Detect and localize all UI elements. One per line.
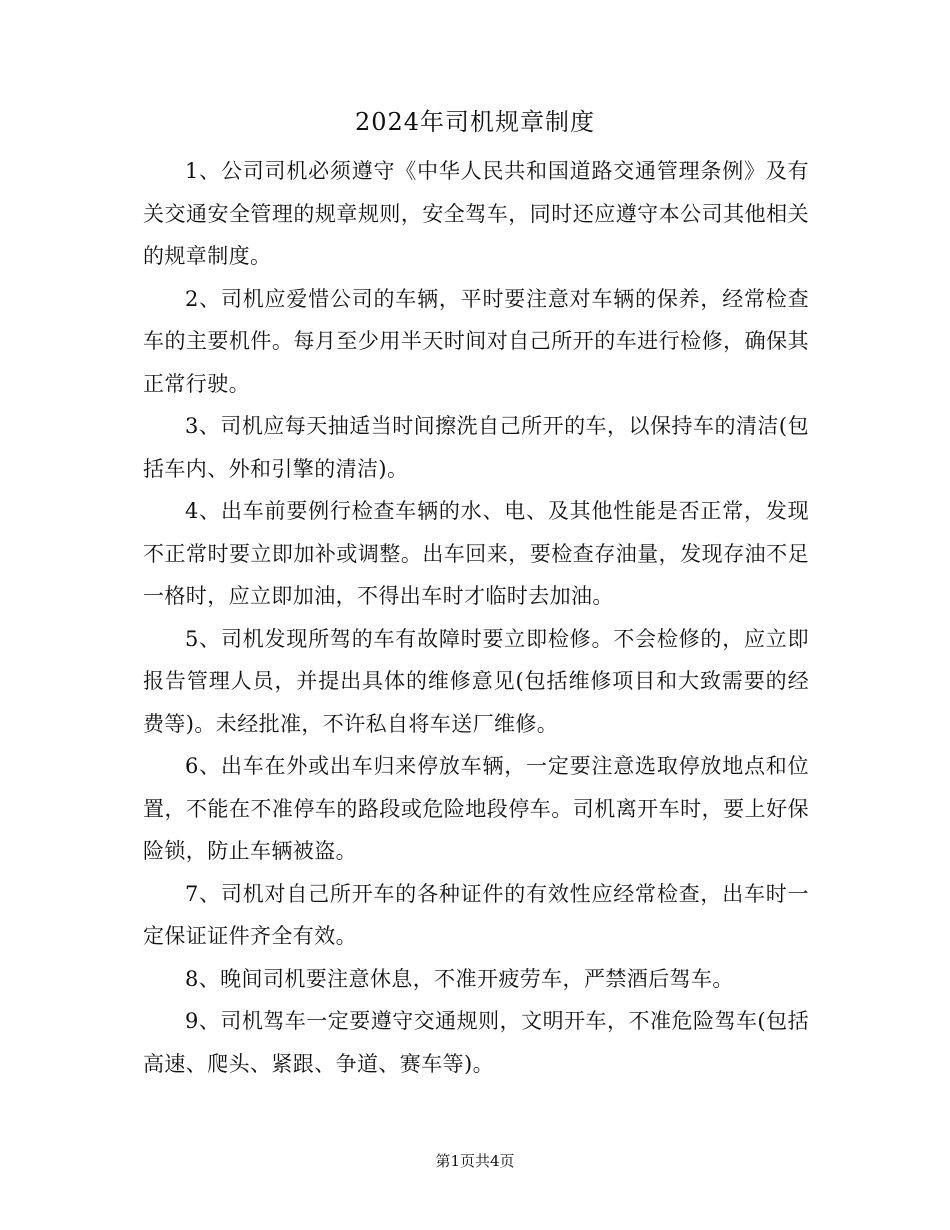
paragraph-9: 9、司机驾车一定要遵守交通规则，文明开车，不准危险驾车(包括高速、爬头、紧跟、争道、赛车等)。	[143, 1009, 809, 1076]
paragraph-5: 5、司机发现所驾的车有故障时要立即检修。不会检修的，应立即报告管理人员，并提出具体的维修意见(包括维修项目和大致需要的经费等)。未经批准，不许私自将车送厂维修。	[143, 626, 809, 736]
document-body	[143, 150, 809, 1085]
paragraph-4: 4、出车前要例行检查车辆的水、电、及其他性能是否正常，发现不正常时要立即加补或调整。出车回来，要检查存油量，发现存油不足一格时，应立即加油，不得出车时才临时去加油。	[143, 499, 809, 608]
page-number-footer: 第1页共4页	[435, 1152, 515, 1170]
paragraph-8: 8、晚间司机要注意休息，不准开疲劳车，严禁酒后驾车。	[185, 966, 734, 991]
paragraph-7: 7、司机对自己所开车的各种证件的有效性应经常检查，出车时一定保证证件齐全有效。	[143, 881, 809, 948]
paragraph-1: 1、公司司机必须遵守《中华人民共和国道路交通管理条例》及有关交通安全管理的规章规则，安全驾车，同时还应遵守本公司其他相关的规章制度。	[143, 159, 809, 268]
paragraph-6: 6、出车在外或出车归来停放车辆，一定要注意选取停放地点和位置，不能在不准停车的路段或危险地段停车。司机离开车时，要上好保险锁，防止车辆被盗。	[143, 754, 809, 863]
paragraph-3: 3、司机应每天抽适当时间擦洗自己所开的车，以保持车的清洁(包括车内、外和引擎的清洁)。	[143, 414, 809, 481]
document-title: 2024年司机规章制度	[354, 108, 596, 136]
paragraph-2: 2、司机应爱惜公司的车辆，平时要注意对车辆的保养，经常检查车的主要机件。每月至少用半天时间对自己所开的车进行检修，确保其正常行驶。	[143, 286, 809, 396]
